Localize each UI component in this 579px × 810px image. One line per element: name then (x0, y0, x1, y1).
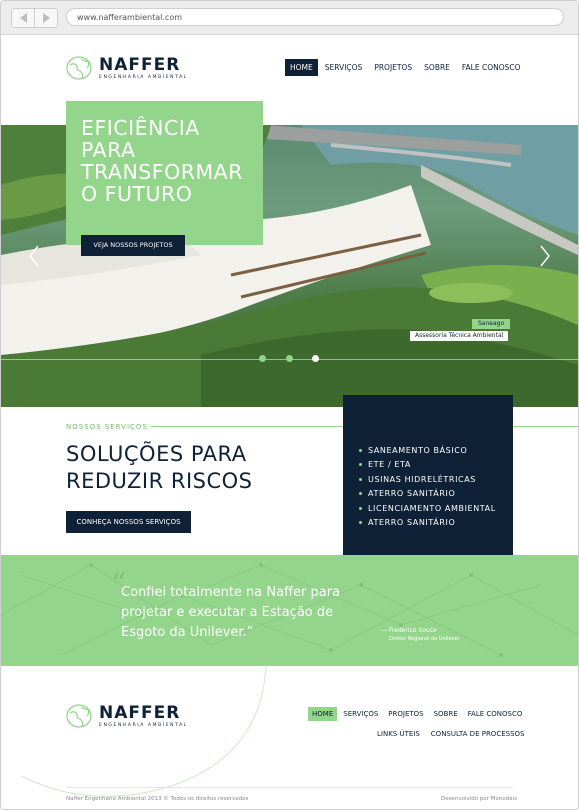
nav-projetos[interactable]: PROJETOS (374, 63, 413, 72)
logo-brand: NAFFER (99, 54, 181, 75)
logo-tagline: ENGENHARIA AMBIENTAL (99, 74, 188, 80)
logo-tagline: ENGENHARIA AMBIENTAL (99, 722, 188, 728)
bullet-icon (359, 492, 362, 495)
footer-arc-decoration (1, 666, 301, 806)
nav-sobre[interactable]: SOBRE (424, 63, 450, 72)
service-item[interactable]: ATERRO SANITÁRIO (359, 516, 496, 531)
footer-divider (66, 787, 513, 788)
logo-brand: NAFFER (99, 702, 181, 723)
footer-secondary-nav (373, 728, 531, 740)
services-list (359, 443, 496, 530)
bullet-icon (359, 507, 362, 510)
service-item[interactable]: LICENCIAMENTO AMBIENTAL (359, 501, 496, 516)
service-item[interactable]: SANEAMENTO BÁSICO (359, 443, 496, 458)
developer-credit[interactable]: Desenvolvido por Monodais (441, 796, 517, 802)
service-item[interactable]: ATERRO SANITÁRIO (359, 487, 496, 502)
slider-dot-1[interactable] (259, 355, 266, 362)
globe-logo-icon (66, 56, 94, 80)
address-bar[interactable]: www.nafferambiental.com (66, 8, 564, 26)
nav-servicos[interactable]: SERVIÇOS (324, 63, 363, 72)
browser-toolbar (1, 1, 578, 35)
nav-home[interactable]: HOME (285, 59, 318, 76)
footer-nav-projetos[interactable]: PROJETOS (388, 710, 424, 718)
footer-nav-fale-conosco[interactable]: FALE CONOSCO (467, 710, 523, 718)
testimonial-author: — Frederico Souza (381, 627, 437, 634)
header-logo[interactable] (66, 56, 188, 80)
back-button[interactable] (11, 8, 35, 28)
footer-nav-sobre[interactable]: SOBRE (433, 710, 458, 718)
footer-nav-links-uteis[interactable]: LINKS ÚTEIS (377, 730, 420, 738)
footer-nav-consulta-processos[interactable]: CONSULTA DE PROCESSOS (430, 730, 525, 738)
globe-logo-icon (66, 704, 94, 728)
footer-logo[interactable] (66, 704, 188, 728)
arrow-right-icon (43, 13, 50, 23)
bullet-icon (359, 463, 362, 466)
bullet-icon (359, 478, 362, 481)
bullet-icon (359, 449, 362, 452)
slider-dot-2[interactable] (286, 355, 293, 362)
services-title: SOLUÇÕES PARA REDUZIR RISCOS (66, 442, 253, 493)
hero-title: EFICIÊNCIA PARA TRANSFORMAR O FUTURO (81, 116, 243, 206)
slide-project-caption: Saneago (472, 319, 510, 329)
arrow-left-icon (20, 13, 27, 23)
testimonial-role: Diretor Regional da Unilever (389, 636, 460, 642)
view-projects-button[interactable]: VEJA NOSSOS PROJETOS (81, 235, 185, 256)
services-eyebrow: NOSSOS SERVIÇOS (66, 423, 148, 431)
copyright-text: Naffer Engenharia Ambiental 2013 © Todos os direitos reservados (66, 796, 249, 802)
quote-mark: “ (111, 567, 127, 602)
slide-service-caption: Assessoria Técnica Ambiental (410, 331, 508, 341)
main-nav (285, 59, 528, 76)
slider-dot-3-active[interactable] (312, 355, 319, 362)
bullet-icon (359, 521, 362, 524)
footer-nav-servicos[interactable]: SERVIÇOS (343, 710, 379, 718)
footer-nav (308, 707, 528, 721)
testimonial-text: Confiei totalmente na Naffer para projetar e executar a Estação de Esgoto da Unilever.” (121, 585, 341, 640)
slider-prev-icon[interactable] (28, 245, 40, 267)
services-button[interactable]: CONHEÇA NOSSOS SERVIÇOS (66, 511, 191, 533)
slider-next-icon[interactable] (539, 245, 551, 267)
service-item[interactable]: USINAS HIDRELÉTRICAS (359, 472, 496, 487)
nav-fale-conosco[interactable]: FALE CONOSCO (461, 63, 521, 72)
service-item[interactable]: ETE / ETA (359, 458, 496, 473)
forward-button[interactable] (34, 8, 58, 28)
footer-nav-home[interactable]: HOME (308, 707, 337, 721)
